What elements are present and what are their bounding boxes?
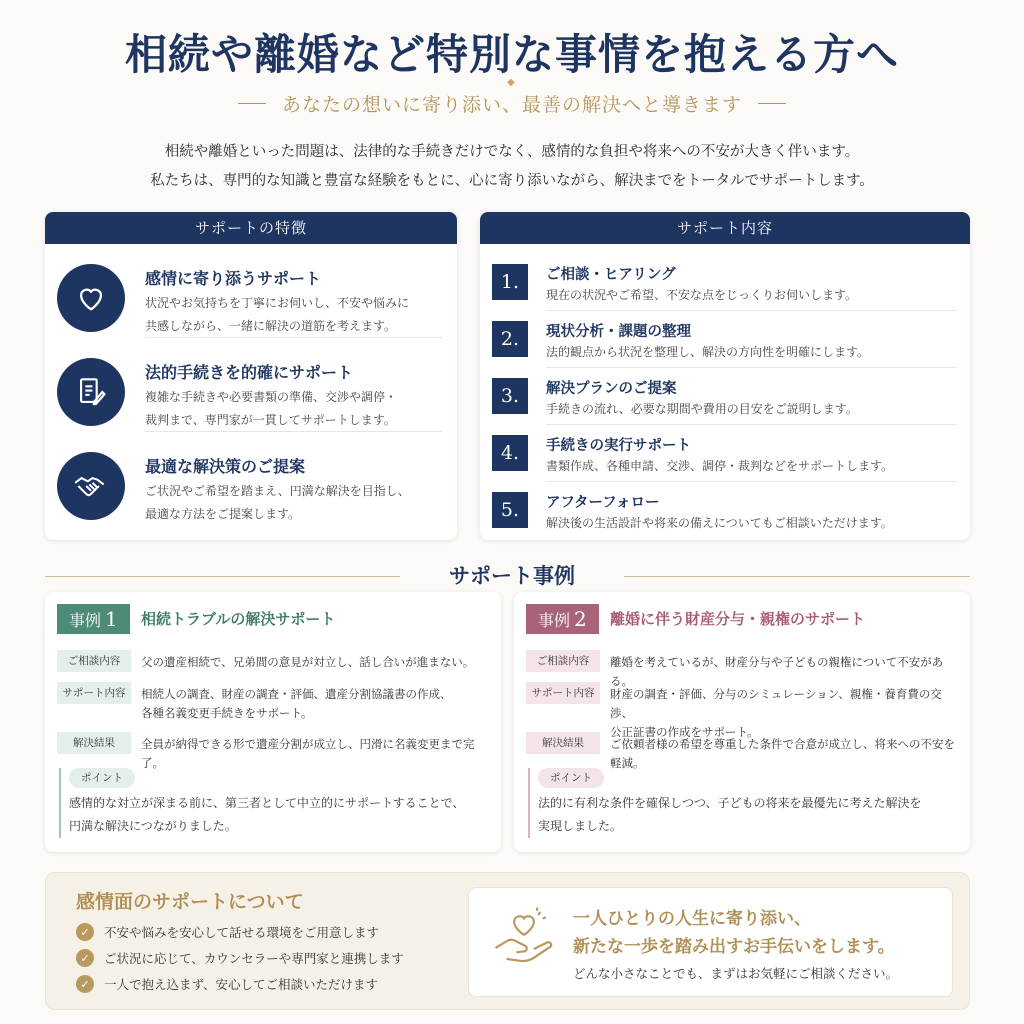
case-card-2 bbox=[514, 592, 970, 852]
services-panel bbox=[480, 212, 970, 540]
feature-item bbox=[57, 434, 443, 526]
consult-label: ご相談内容 bbox=[526, 650, 600, 672]
point-badge: ポイント bbox=[538, 768, 604, 788]
intro-line-2: 私たちは、専門的な知識と豊富な経験をもとに、心に寄り添いながら、解決までをトータルでサポートします。 bbox=[150, 173, 874, 189]
cases-heading: サポート事例 bbox=[449, 563, 575, 588]
divider bbox=[546, 310, 957, 311]
step-desc: 手続きの流れ、必要な期間や費用の目安をご説明します。 bbox=[546, 402, 858, 416]
step-number: 2. bbox=[492, 321, 528, 357]
case-point bbox=[59, 768, 489, 838]
emotional-item bbox=[76, 975, 378, 993]
page-title: 相続や離婚など特別な事情を抱える方へ bbox=[124, 30, 899, 79]
case-tag bbox=[57, 604, 130, 634]
step-desc: 現在の状況やご希望、不安な点をじっくりお伺いします。 bbox=[546, 288, 858, 302]
result-value: ご依頼者様の希望を尊重した条件で合意が成立し、将来への不安を軽減。 bbox=[610, 737, 955, 770]
heart-in-hand-icon bbox=[489, 902, 559, 972]
feature-desc bbox=[145, 292, 445, 338]
support-label: サポート内容 bbox=[526, 682, 600, 704]
step-number: 3. bbox=[492, 378, 528, 414]
heart-icon bbox=[57, 264, 125, 332]
step-title: 現状分析・課題の整理 bbox=[546, 324, 691, 340]
service-step bbox=[492, 315, 957, 371]
services-heading: サポート内容 bbox=[480, 212, 970, 244]
point-bar bbox=[528, 768, 530, 838]
check-icon: ✓ bbox=[76, 923, 94, 941]
service-step bbox=[492, 429, 957, 485]
emotional-support-section bbox=[45, 872, 970, 1010]
check-icon: ✓ bbox=[76, 975, 94, 993]
intro-text bbox=[0, 138, 1024, 196]
case-tag-prefix: 事例 bbox=[69, 610, 102, 630]
divider bbox=[145, 337, 443, 338]
point-text bbox=[69, 792, 479, 838]
consult-value: 父の遺産相続で、兄弟間の意見が対立し、話し合いが進まない。 bbox=[141, 655, 475, 669]
emotional-item-text: 一人で抱え込まず、安心してご相談いただけます bbox=[104, 977, 379, 992]
message-box bbox=[468, 887, 953, 997]
feature-desc-line: 裁判まで、専門家が一貫してサポートします。 bbox=[145, 413, 396, 427]
feature-desc-line: 複雑な手続きや必要書類の準備、交渉や調停・ bbox=[145, 390, 398, 404]
feature-desc-line: 状況やお気持ちを丁寧にお伺いし、不安や悩みに bbox=[145, 296, 410, 310]
subtitle-dash-left bbox=[238, 103, 266, 104]
result-value: 全員が納得できる形で遺産分割が成立し、円滑に名義変更まで完了。 bbox=[141, 737, 475, 770]
intro-line-1: 相続や離婚といった問題は、法律的な手続きだけでなく、感情的な負担や将来への不安が大きく伴います。 bbox=[164, 144, 860, 160]
case-card-1 bbox=[45, 592, 501, 852]
case-point bbox=[528, 768, 958, 838]
result-label: 解決結果 bbox=[526, 732, 600, 754]
step-desc: 解決後の生活設計や将来の備えについてもご相談いただけます。 bbox=[546, 516, 893, 530]
page-subtitle bbox=[0, 90, 1024, 117]
feature-desc bbox=[145, 480, 445, 526]
feature-desc-line: 最適な方法をご提案します。 bbox=[145, 507, 301, 521]
point-line: 法的に有利な条件を確保しつつ、子どもの将来を最優先に考えた解決を bbox=[538, 796, 922, 810]
emotional-item-text: 不安や悩みを安心して話せる環境をご用意します bbox=[104, 925, 380, 940]
consult-label: ご相談内容 bbox=[57, 650, 131, 672]
step-number: 1. bbox=[492, 264, 528, 300]
message-line-3: どんな小さなことでも、まずはお気軽にご相談ください。 bbox=[573, 966, 899, 981]
point-bar bbox=[59, 768, 61, 838]
step-number: 4. bbox=[492, 435, 528, 471]
step-title: ご相談・ヒアリング bbox=[546, 267, 676, 283]
diamond-ornament-icon: ◆ bbox=[507, 77, 515, 88]
case-tag bbox=[526, 604, 599, 634]
step-title: 解決プランのご提案 bbox=[546, 381, 677, 397]
divider bbox=[546, 481, 957, 482]
consult-value: 離婚を考えているが、財産分与や子どもの親権について不安がある。 bbox=[610, 655, 944, 688]
support-value bbox=[141, 685, 493, 723]
point-line: 感情的な対立が深まる前に、第三者として中立的にサポートすることで、 bbox=[69, 796, 465, 810]
feature-desc-line: 共感しながら、一緒に解決の道筋を考えます。 bbox=[145, 319, 397, 333]
support-line: 公正証書の作成をサポート。 bbox=[610, 725, 759, 739]
divider bbox=[145, 431, 443, 432]
subtitle-dash-right bbox=[758, 103, 786, 104]
feature-desc-line: ご状況やご希望を踏まえ、円満な解決を目指し、 bbox=[145, 484, 410, 498]
point-text bbox=[538, 792, 948, 838]
features-panel bbox=[45, 212, 457, 540]
step-number: 5. bbox=[492, 492, 528, 528]
subtitle-text: あなたの想いに寄り添い、最善の解決へと導きます bbox=[281, 94, 742, 116]
emotional-item bbox=[76, 923, 379, 941]
step-title: アフターフォロー bbox=[546, 495, 660, 511]
support-label: サポート内容 bbox=[57, 682, 131, 704]
handshake-icon bbox=[57, 452, 125, 520]
service-step bbox=[492, 486, 957, 542]
case-title: 離婚に伴う財産分与・親権のサポート bbox=[610, 610, 866, 628]
support-line: 財産の調査・評価、分与のシミュレーション、親権・養育費の交渉、 bbox=[610, 687, 942, 720]
point-badge: ポイント bbox=[69, 768, 135, 788]
feature-item bbox=[57, 340, 443, 432]
step-desc: 書類作成、各種申請、交渉、調停・裁判などをサポートします。 bbox=[546, 459, 894, 473]
feature-title: 法的手続きを的確にサポート bbox=[145, 363, 354, 382]
step-title: 手続きの実行サポート bbox=[546, 438, 691, 454]
check-icon: ✓ bbox=[76, 949, 94, 967]
point-line: 実現しました。 bbox=[538, 819, 623, 833]
support-line: 各種名義変更手続きをサポート。 bbox=[141, 706, 313, 720]
message-line-2: 新たな一歩を踏み出すお手伝いをします。 bbox=[573, 937, 895, 957]
case-tag-number: 1 bbox=[105, 607, 118, 631]
features-heading: サポートの特徴 bbox=[45, 212, 457, 244]
message-line-1: 一人ひとりの人生に寄り添い、 bbox=[573, 909, 811, 929]
divider bbox=[546, 424, 957, 425]
emotional-item-text: ご状況に応じて、カウンセラーや専門家と連携します bbox=[104, 951, 404, 966]
document-pen-icon bbox=[57, 358, 125, 426]
service-step bbox=[492, 258, 957, 314]
result-label: 解決結果 bbox=[57, 732, 131, 754]
step-desc: 法的観点から状況を整理し、解決の方向性を明確にします。 bbox=[546, 345, 870, 359]
emotional-title: 感情面のサポートについて bbox=[76, 891, 304, 913]
case-tag-number: 2 bbox=[574, 607, 587, 631]
feature-item bbox=[57, 246, 443, 338]
feature-title: 最適な解決策のご提案 bbox=[145, 457, 306, 476]
feature-desc bbox=[145, 386, 445, 432]
case-tag-prefix: 事例 bbox=[538, 610, 571, 630]
feature-title: 感情に寄り添うサポート bbox=[145, 269, 322, 288]
support-value bbox=[610, 685, 962, 742]
emotional-item bbox=[76, 949, 404, 967]
service-step bbox=[492, 372, 957, 428]
divider bbox=[546, 367, 957, 368]
case-title: 相続トラブルの解決サポート bbox=[141, 610, 336, 628]
point-line: 円満な解決につながりました。 bbox=[69, 819, 237, 833]
support-line: 相続人の調査、財産の調査・評価、遺産分割協議書の作成、 bbox=[141, 687, 452, 701]
